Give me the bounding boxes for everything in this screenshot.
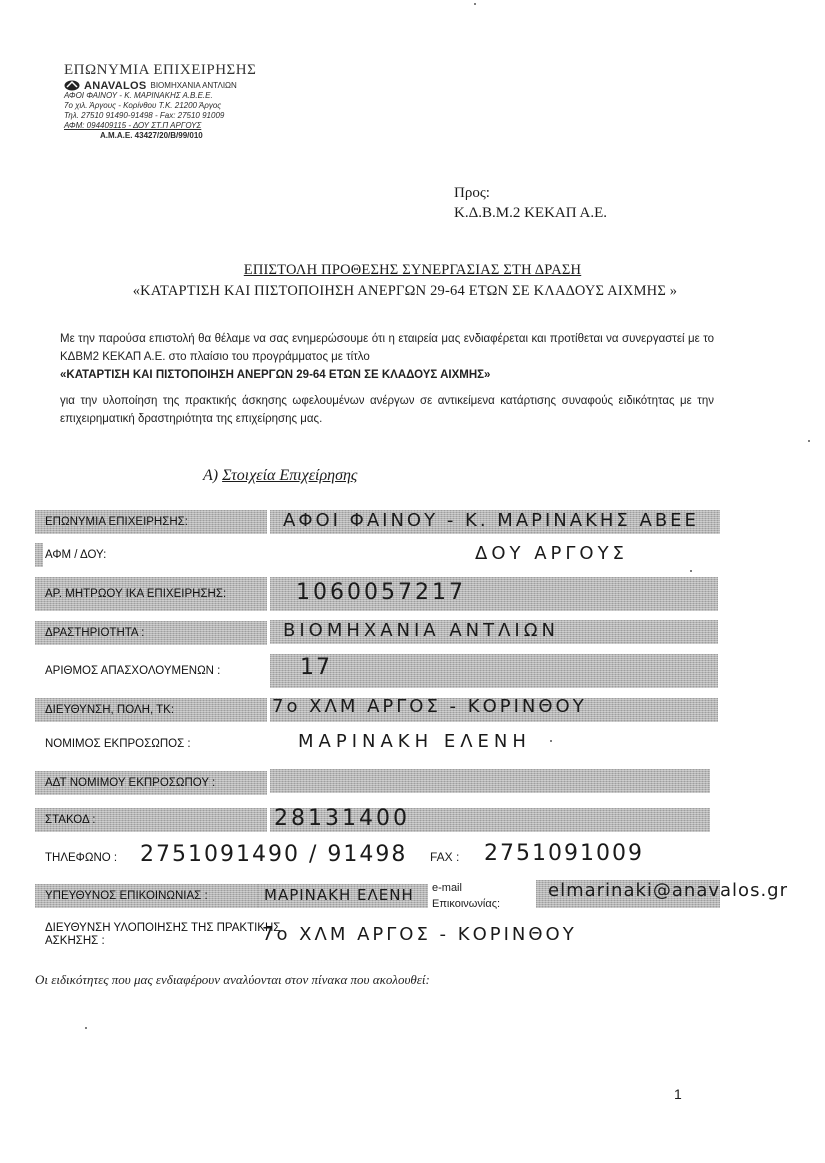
scan-speck (808, 440, 810, 442)
activity-label: ΔΡΑΣΤΗΡΙΟΤΗΤΑ : (35, 621, 267, 645)
legal-rep-id-field (270, 769, 710, 793)
afm-value: ΔΟΥ ΑΡΓΟΥΣ (475, 543, 628, 564)
recipient-block (454, 183, 607, 223)
fax-label: FAX : (430, 850, 460, 864)
page-number: 1 (674, 1086, 682, 1102)
scan-speck (474, 3, 476, 5)
afm-label: ΑΦΜ / ΔΟΥ: (45, 548, 107, 561)
employees-label: ΑΡΙΘΜΟΣ ΑΠΑΣΧΟΛΟΥΜΕΝΩΝ : (45, 664, 221, 677)
intro-program-name: «ΚΑΤΑΡΤΙΣΗ ΚΑΙ ΠΙΣΤΟΠΟΙΗΣΗ ΑΝΕΡΓΩΝ 29-64 ΕΤΩΝ ΣΕ ΚΛΑΔΟΥΣ ΑΙΧΜΗΣ» (60, 369, 491, 381)
stamp-line: 7ο χιλ. Άργους - Κορίνθου Τ.Κ. 21200 Άργος (64, 101, 222, 110)
company-name-label: ΕΠΩΝΥΜΙΑ ΕΠΙΧΕΙΡΗΣΗΣ: (35, 510, 267, 534)
practice-address-label: ΔΙΕΥΘΥΝΣΗ ΥΛΟΠΟΙΗΣΗΣ ΤΗΣ ΠΡΑΚΤΙΚΗΣ ΑΣΚΗΣΗΣ : (45, 922, 281, 947)
afm-label-edge (35, 543, 43, 567)
scan-speck (550, 740, 552, 742)
employees-value: 17 (300, 655, 332, 680)
section-prefix: Α) (203, 467, 219, 484)
section-heading (203, 467, 357, 485)
contact-person-value: ΜΑΡΙΝΑΚΗ ΕΛΕΝΗ (264, 886, 414, 904)
recipient-prefix: Προς: (454, 185, 490, 201)
scan-speck (85, 1027, 87, 1029)
phone-label: ΤΗΛΕΦΩΝΟ : (45, 851, 118, 864)
address-value: 7ο ΧΛΜ ΑΡΓΟΣ - ΚΟΡΙΝΘΟΥ (272, 696, 587, 717)
email-label-line: e-mail (432, 882, 462, 894)
contact-person-label: ΥΠΕΥΘΥΝΟΣ ΕΠΙΚΟΙΝΩΝΙΑΣ : (35, 884, 267, 908)
company-logo-icon (64, 80, 80, 91)
registry-value: 1060057217 (296, 580, 466, 605)
recipient-name: Κ.Δ.Β.Μ.2 ΚΕΚΑΠ Α.Ε. (454, 205, 607, 221)
letter-title: ΕΠΙΣΤΟΛΗ ΠΡΟΘΕΣΗΣ ΣΥΝΕΡΓΑΣΙΑΣ ΣΤΗ ΔΡΑΣΗ (243, 262, 582, 278)
activity-value: ΒΙΟΜΗΧΑΝΙΑ ΑΝΤΛΙΩΝ (283, 620, 559, 641)
legal-rep-value: ΜΑΡΙΝΑΚΗ ΕΛΕΝΗ (298, 731, 531, 752)
stamp-brand-name: ANAVALOS (84, 79, 147, 92)
stamp-brand (64, 80, 284, 91)
phone-value: 2751091490 / 91498 (140, 842, 408, 867)
practice-address-value: 7ο ΧΛΜ ΑΡΓΟΣ - ΚΟΡΙΝΘΟΥ (262, 924, 577, 945)
intro-paragraph (60, 330, 714, 384)
employees-field (270, 654, 718, 688)
stamp-line: ΑΦΜ: 094409115 - ΔΟΥ ΣΤ.Π ΑΡΓΟΥΣ (64, 121, 202, 130)
stamp-line: ΑΦΟΙ ΦΑΙΝΟΥ - Κ. ΜΑΡΙΝΑΚΗΣ Α.Β.Ε.Ε. (64, 91, 213, 100)
company-stamp (64, 80, 284, 141)
legal-rep-label: ΝΟΜΙΜΟΣ ΕΚΠΡΟΣΩΠΟΣ : (45, 737, 191, 750)
legal-rep-id-label: ΑΔΤ ΝΟΜΙΜΟΥ ΕΚΠΡΟΣΩΠΟΥ : (35, 771, 267, 795)
stamp-line: Α.Μ.Α.Ε. 43427/20/Β/99/010 (100, 131, 203, 140)
email-label (432, 880, 500, 912)
address-label: ΔΙΕΥΘΥΝΣΗ, ΠΟΛΗ, ΤΚ: (35, 698, 267, 722)
fax-value: 2751091009 (484, 841, 644, 866)
email-value: elmarinaki@anavalos.gr (548, 880, 788, 901)
stamp-line: Τηλ. 27510 91490-91498 - Fax: 27510 91009 (64, 111, 225, 120)
stakod-value: 28131400 (274, 806, 410, 831)
registry-label: ΑΡ. ΜΗΤΡΩΟΥ ΙΚΑ ΕΠΙΧΕΙΡΗΣΗΣ: (35, 577, 267, 611)
section-title: Στοιχεία Επιχείρησης (222, 467, 358, 484)
company-name-value: ΑΦΟΙ ΦΑΙΝΟΥ - Κ. ΜΑΡΙΝΑΚΗΣ ΑΒΕΕ (283, 510, 699, 531)
intro-text: Με την παρούσα επιστολή θα θέλαμε να σας ενημερώσουμε ότι η εταιρεία μας ενδιαφέρεται και προτίθεται να συνεργαστεί με το ΚΔΒΜ2 ΚΕΚΑΠ Α.Ε. στο πλαίσιο του προγράμματος με τίτλο (60, 333, 714, 363)
program-title: «ΚΑΤΑΡΤΙΣΗ ΚΑΙ ΠΙΣΤΟΠΟΙΗΣΗ ΑΝΕΡΓΩΝ 29-64 ΕΤΩΝ ΣΕ ΚΛΑΔΟΥΣ ΑΙΧΜΗΣ » (132, 283, 678, 299)
email-label-line: Επικοινωνίας: (432, 898, 501, 910)
stamp-brand-sub: ΒΙΟΜΗΧΑΝΙΑ ΑΝΤΛΙΩΝ (150, 80, 237, 90)
stamp-title: ΕΠΩΝΥΜΙΑ ΕΠΙΧΕΙΡΗΣΗΣ (64, 62, 257, 78)
purpose-paragraph: για την υλοποίηση της πρακτικής άσκησης ωφελουμένων ανέργων σε αντικείμενα κατάρτισης συναφούς ειδικότητας με την επιχειρηματική δραστηριότητα της επιχείρησης μας. (60, 395, 714, 425)
specialties-note: Οι ειδικότητες που μας ενδιαφέρουν αναλύονται στον πίνακα που ακολουθεί: (35, 972, 430, 987)
stakod-label: ΣΤΑΚΟΔ : (35, 808, 267, 832)
scan-speck (690, 570, 692, 572)
